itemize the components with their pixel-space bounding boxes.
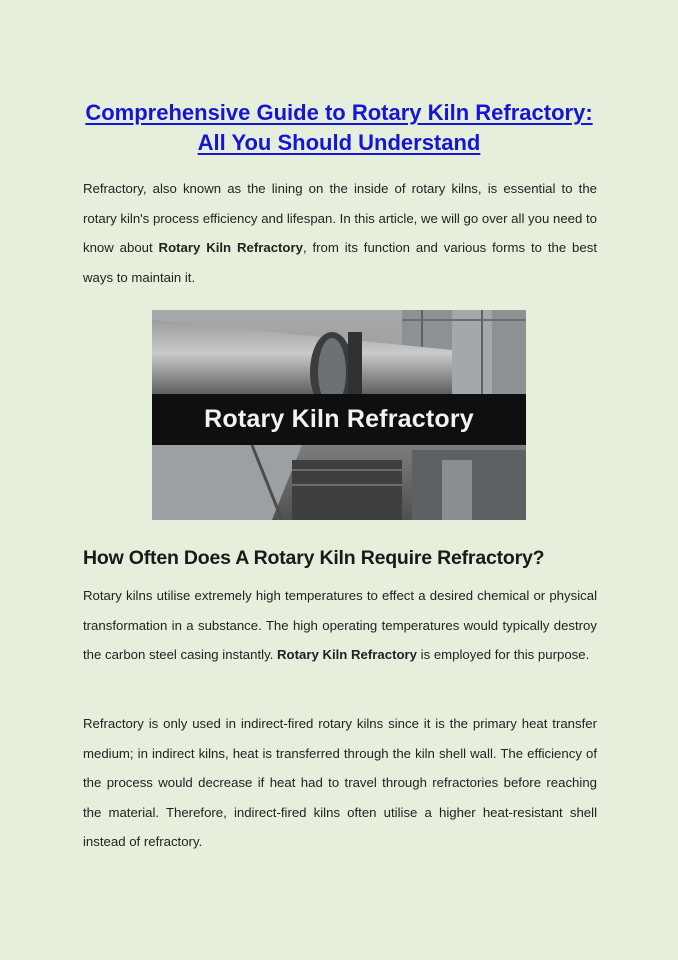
paragraph-2-bold-keyword: Rotary Kiln Refractory	[277, 647, 417, 662]
intro-text-start: Refractory, also known as the lining on the inside of rotary kilns, is essential to the rotary kiln's process efficiency and lifespan. In this article, we will go over all you need to know about	[83, 181, 597, 255]
title-line-1: Comprehensive Guide to Rotary Kiln Refractory:	[85, 100, 593, 125]
paragraph-2-text-start: Rotary kilns utilise extremely high temperatures to effect a desired chemical or physical transformation in a substance. The high operating temperatures would typically destroy the carbon steel casing instantly.	[83, 588, 597, 662]
section-heading: How Often Does A Rotary Kiln Require Refractory?	[83, 547, 545, 569]
title-line-2: All You Should Understand	[197, 130, 481, 155]
paragraph-3: Refractory is only used in indirect-fired rotary kilns since it is the primary heat transfer medium; in indirect kilns, heat is transferred through the kiln shell wall. The efficiency of the process would decrease if heat had to travel through refractories before reaching the material. Therefore, indirect-fired kilns often utilise a higher heat-resistant shell instead of refractory.	[83, 716, 597, 849]
image-caption-band	[152, 394, 526, 445]
paragraph-2-text-end: is employed for this purpose.	[417, 647, 590, 662]
image-caption: Rotary Kiln Refractory	[204, 405, 474, 433]
page-title	[60, 98, 618, 158]
paragraph-2	[83, 581, 597, 670]
intro-paragraph	[83, 174, 597, 292]
intro-text-end: , from its function and various forms to the best ways to maintain it.	[83, 240, 597, 285]
title-link[interactable]	[85, 100, 592, 155]
intro-bold-keyword: Rotary Kiln Refractory	[158, 240, 303, 255]
rotary-kiln-photo	[152, 310, 526, 520]
